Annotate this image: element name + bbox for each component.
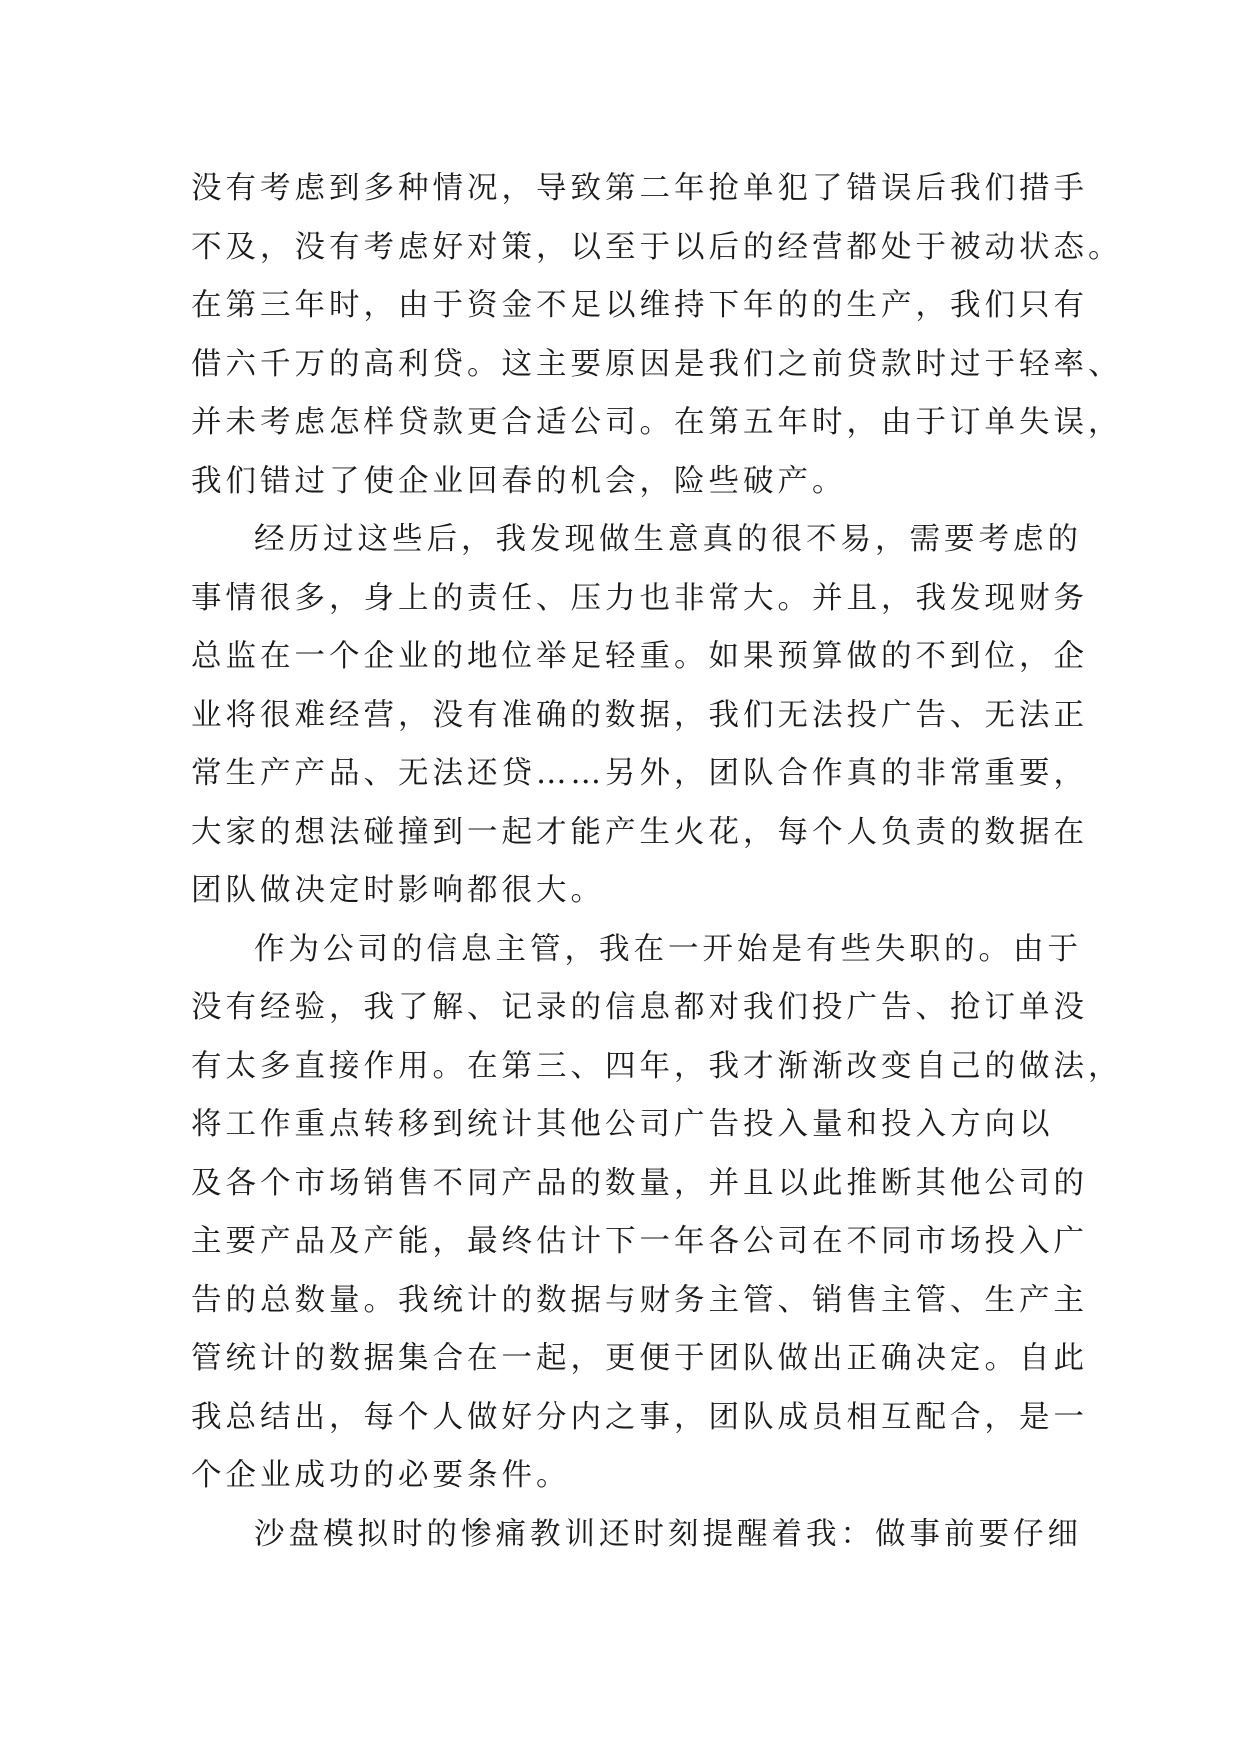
text-line: 总监在一个企业的地位举足轻重。如果预算做的不到位，企	[191, 639, 1088, 674]
text-line: 管统计的数据集合在一起，更便于团队做出正确决定。自此	[191, 1341, 1088, 1376]
text-line: 常生产产品、无法还贷……另外，团队合作真的非常重要，	[191, 756, 1088, 791]
paragraph-first-line: 作为公司的信息主管，我在一开始是有些失职的。由于	[254, 931, 1082, 967]
document-body	[191, 160, 1123, 1564]
text-line: 我们错过了使企业回春的机会，险些破产。	[191, 463, 847, 499]
text-line: 团队做决定时影响都很大。	[191, 873, 605, 908]
text-line: 不及，没有考虑好对策，以至于以后的经营都处于被动状态。	[191, 229, 1123, 265]
text-line: 有太多直接作用。在第三、四年，我才渐渐改变自己的做法，	[191, 1048, 1123, 1084]
paragraph-first-line: 沙盘模拟时的惨痛教训还时刻提醒着我：做事前要仔细	[254, 1516, 1082, 1552]
text-line: 个企业成功的必要条件。	[191, 1458, 571, 1493]
text-line: 主要产品及产能，最终估计下一年各公司在不同市场投入广	[191, 1224, 1088, 1259]
text-line: 业将很难经营，没有准确的数据，我们无法投广告、无法正	[191, 697, 1088, 733]
text-line: 没有考虑到多种情况，导致第二年抢单犯了错误后我们措手	[191, 171, 1088, 206]
text-line: 我总结出，每个人做好分内之事，团队成员相互配合，是一	[191, 1399, 1088, 1435]
text-line: 借六千万的高利贷。这主要原因是我们之前贷款时过于轻率、	[191, 346, 1123, 382]
paragraph-first-line: 经历过这些后，我发现做生意真的很不易，需要考虑的	[254, 522, 1082, 557]
text-line: 告的总数量。我统计的数据与财务主管、销售主管、生产主	[191, 1282, 1088, 1318]
text-line: 大家的想法碰撞到一起才能产生火花，每个人负责的数据在	[191, 814, 1088, 850]
text-line: 事情很多，身上的责任、压力也非常大。并且，我发现财务	[191, 580, 1088, 616]
text-line: 将工作重点转移到统计其他公司广告投入量和投入方向以	[191, 1107, 1054, 1142]
text-line: 并未考虑怎样贷款更合适公司。在第五年时，由于订单失误，	[191, 405, 1123, 440]
text-line: 没有经验，我了解、记录的信息都对我们投广告、抢订单没	[191, 990, 1088, 1025]
text-line: 及各个市场销售不同产品的数量，并且以此推断其他公司的	[191, 1165, 1088, 1201]
text-line: 在第三年时，由于资金不足以维持下年的的生产，我们只有	[191, 288, 1088, 323]
